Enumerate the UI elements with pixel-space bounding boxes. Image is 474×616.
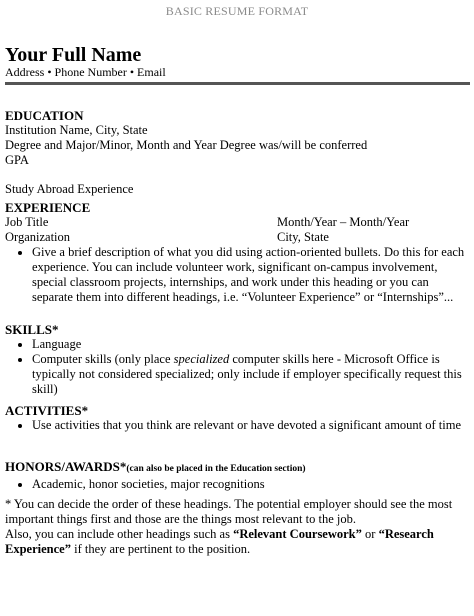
activities-bullets (5, 418, 467, 433)
honors-heading (5, 459, 467, 477)
footnote-bold-coursework: “Relevant Coursework” (233, 527, 362, 541)
skills-bullet-language: • Language (32, 337, 467, 352)
experience-bullet: • Give a brief description of what you did using action-oriented bullets. Do this for each experience. You can include volunteer work, significant on-campus involvement, special classroom projects, internships, and work under this heading or you can separate them into different headings, i.e. “Volunteer Experience” or “Internships”... (32, 245, 467, 305)
footnote-section (5, 497, 467, 557)
education-title: EDUCATION (5, 108, 84, 123)
resume-name: Your Full Name (5, 44, 142, 66)
skills-bullets (5, 337, 467, 397)
skills-section (5, 322, 467, 397)
activities-bullet: • Use activities that you think are relevant or have devoted a significant amount of time (32, 418, 467, 433)
header-divider (5, 82, 470, 85)
document-header-label: BASIC RESUME FORMAT (165, 4, 309, 18)
experience-organization: Organization (5, 230, 71, 244)
education-section (5, 108, 467, 197)
experience-location: City, State (277, 230, 329, 244)
footnote-bold-research: “Research Experience” (5, 527, 434, 556)
skills-title: SKILLS* (5, 322, 59, 337)
experience-title: EXPERIENCE (5, 200, 91, 215)
experience-row-2 (5, 230, 467, 245)
honors-bullet: • Academic, honor societies, major recognitions (32, 477, 467, 492)
activities-section (5, 403, 467, 433)
experience-section (5, 200, 467, 305)
education-degree: Degree and Major/Minor, Month and Year Degree was/will be conferred (5, 138, 368, 152)
honors-section (5, 459, 467, 492)
contact-line: Address • Phone Number • Email (5, 65, 166, 79)
skills-bullet-computer: • Computer skills (only place specialized computer skills here - Microsoft Office is typically not considered specialized; only include if employer specifically request this skill) (32, 352, 467, 397)
experience-bullets (5, 245, 467, 305)
honors-note: (can also be placed in the Education section) (126, 464, 306, 474)
experience-row-1 (5, 215, 467, 230)
education-institution: Institution Name, City, State (5, 123, 148, 137)
honors-bullets (5, 477, 467, 492)
footnote-paragraph-1: * You can decide the order of these headings. The potential employer should see the most important things first and those are the things most relevant to the job. (5, 497, 453, 526)
honors-title: HONORS/AWARDS* (5, 459, 127, 474)
experience-dates: Month/Year – Month/Year (277, 215, 410, 229)
education-gpa: GPA (5, 153, 29, 167)
footnote-paragraph-2: Also, you can include other headings such as “Relevant Coursework” or “Research Experience” if they are pertinent to the position. (5, 527, 434, 556)
education-study-abroad: Study Abroad Experience (5, 182, 134, 196)
skills-emphasis: specialized (173, 352, 230, 366)
experience-job-title: Job Title (5, 215, 49, 229)
activities-title: ACTIVITIES* (5, 403, 89, 418)
